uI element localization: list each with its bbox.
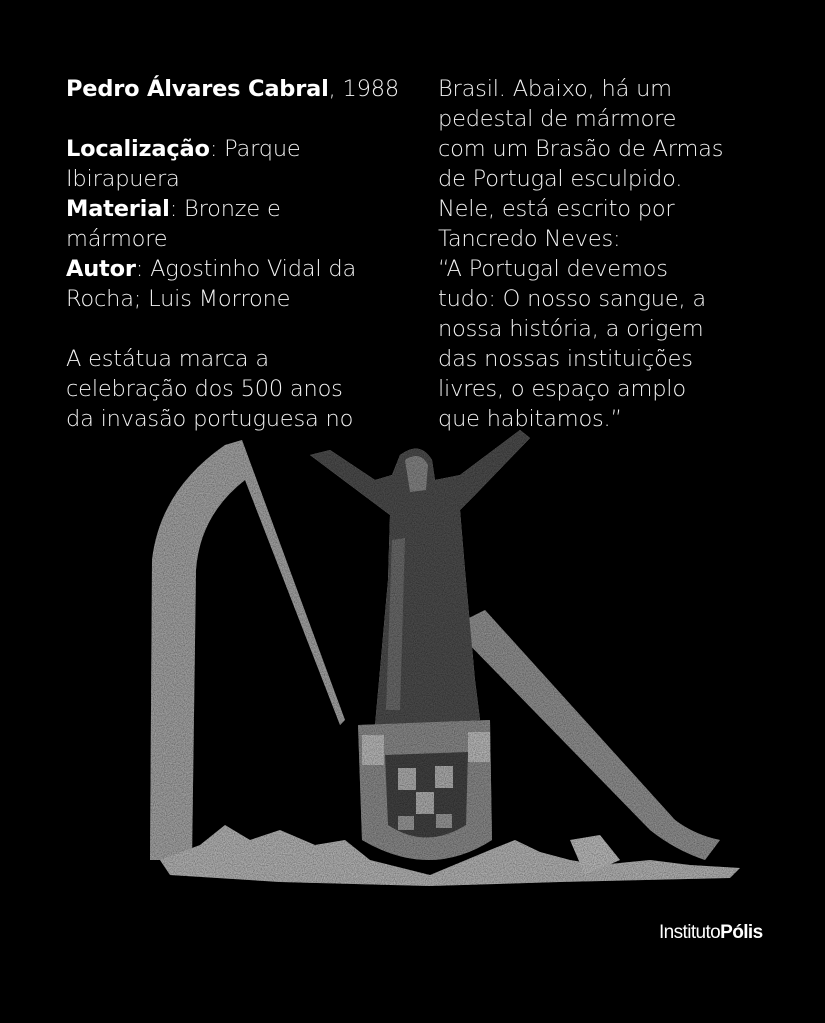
location-value: : Parque <box>209 136 301 162</box>
monument-photo-icon <box>130 420 750 900</box>
description-line: com um Brasão de Armas <box>438 136 724 162</box>
description-line: pedestal de mármore <box>438 106 677 132</box>
monument-year: , 1988 <box>328 76 399 102</box>
description-line: Tancredo Neves: <box>438 226 621 252</box>
arch-right-beam <box>460 610 720 860</box>
location-line-2: Ibirapuera <box>66 166 180 192</box>
quote-line: “A Portugal devemos <box>438 256 668 282</box>
logo-text-instituto: Instituto <box>659 922 721 943</box>
quote-line: nossa história, a origem <box>438 316 704 342</box>
left-column <box>66 74 406 434</box>
quote-line: das nossas instituições <box>438 346 693 372</box>
material-label: Material <box>66 196 170 222</box>
monument-title: Pedro Álvares Cabral <box>66 76 329 102</box>
location-label: Localização <box>66 136 210 162</box>
logo-text-polis: Pólis <box>720 922 763 943</box>
material-value: : Bronze e <box>169 196 281 222</box>
description-line: A estátua marca a <box>66 346 269 372</box>
author-label: Autor <box>66 256 136 282</box>
quote-line: tudo: O nosso sangue, a <box>438 286 706 312</box>
arch-left-shape <box>150 440 345 860</box>
description-line: da invasão portuguesa no <box>66 406 354 432</box>
description-line: celebração dos 500 anos <box>66 376 343 402</box>
author-line <box>66 254 406 284</box>
author-line-2: Rocha; Luis Morrone <box>66 286 291 312</box>
monument-title-line <box>66 74 406 104</box>
author-value: : Agostinho Vidal da <box>135 256 357 282</box>
quote-line: que habitamos.” <box>438 406 622 432</box>
right-column <box>438 74 778 434</box>
location-line <box>66 134 406 164</box>
description-line: Brasil. Abaixo, há um <box>438 76 672 102</box>
material-line <box>66 194 406 224</box>
instituto-polis-logo <box>659 922 763 944</box>
quote-line: livres, o espaço amplo <box>438 376 686 402</box>
description-line: de Portugal esculpido. <box>438 166 683 192</box>
material-line-2: mármore <box>66 226 168 252</box>
description-line: Nele, está escrito por <box>438 196 675 222</box>
